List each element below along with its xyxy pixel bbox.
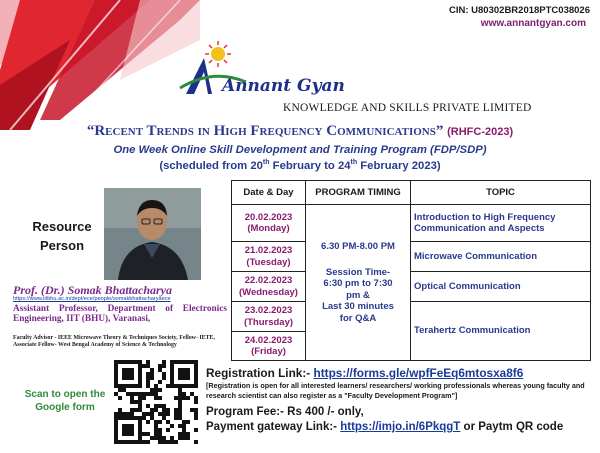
program-timing-cell: 6.30 PM-8.00 PM Session Time- 6:30 pm to 7:30 pm & Last 30 minutes for Q&A: [306, 205, 411, 361]
date-cell: 21.02.2023 (Tuesday): [232, 242, 306, 272]
website-link[interactable]: www.annantgyan.com: [480, 18, 586, 29]
event-schedule: (scheduled from 20th February to 24th February 2023): [159, 159, 441, 172]
speaker-photo: [104, 188, 201, 280]
registration-form-link[interactable]: https://forms.gle/wpfFeEq6mtosxa8f6: [313, 366, 524, 380]
header-date-day: Date & Day: [232, 181, 306, 205]
topic-cell: Terahertz Communication: [411, 302, 591, 361]
table-row: [232, 272, 591, 302]
speaker-profile-url[interactable]: https://www.iitbhu.ac.in/dept/ece/people/somakbhattacharyaece: [13, 296, 171, 302]
event-title-text: “Recent Trends in High Frequency Communications”: [86, 123, 444, 139]
payment-gateway-line: Payment gateway Link:- https://imjo.in/6PkqgT or Paytm QR code: [206, 421, 564, 433]
header-topic: TOPIC: [411, 181, 591, 205]
decorative-corner-graphic: [0, 0, 200, 130]
qr-code-label: Scan to open the Google form: [24, 389, 106, 413]
registration-note: [Registration is open for all interested learners/ researchers/ working professionals whereas young faculty and research scientist can also register as a "Faculty Development Program"]: [206, 381, 585, 400]
registration-qr-code[interactable]: [114, 360, 198, 444]
table-row: [232, 242, 591, 272]
table-row: [232, 205, 591, 242]
table-row: [232, 302, 591, 332]
topic-cell: Introduction to High Frequency Communication and Aspects: [411, 205, 591, 242]
speaker-affiliation: Faculty Advisor - IEEE Microwave Theory & Techniques Society, Fellow- IETE, Associate Fellow- West Bengal Academy of Science & Technology: [13, 335, 215, 349]
header-program-timing: PROGRAM TIMING: [306, 181, 411, 205]
table-header-row: [232, 181, 591, 205]
schedule-table: [231, 180, 591, 361]
date-cell: 24.02.2023 (Friday): [232, 332, 306, 361]
event-abbreviation: (RHFC-2023): [447, 126, 514, 138]
speaker-name: Prof. (Dr.) Somak Bhattacharya: [13, 283, 173, 297]
cin-number: CIN: U80302BR2018PTC038026: [449, 5, 590, 16]
date-cell: 22.02.2023 (Wednesday): [232, 272, 306, 302]
topic-cell: Microwave Communication: [411, 242, 591, 272]
date-cell: 23.02.2023 (Thursday): [232, 302, 306, 332]
registration-link-line: Registration Link:- https://forms.gle/wpfFeEq6mtosxa8f6: [206, 366, 524, 380]
brand-name: Annant Gyan: [222, 76, 345, 96]
payment-gateway-link[interactable]: https://imjo.in/6PkqgT: [340, 421, 461, 433]
speaker-designation: Assistant Professor, Department of Electronics Engineering, IIT (BHU), Varanasi,: [13, 304, 227, 324]
resource-person-label: Resource Person: [32, 219, 92, 253]
date-cell: 20.02.2023 (Monday): [232, 205, 306, 242]
company-name: KNOWLEDGE AND SKILLS PRIVATE LIMITED: [283, 102, 532, 114]
program-fee: Program Fee:- Rs 400 /- only,: [206, 406, 364, 418]
topic-cell: Optical Communication: [411, 272, 591, 302]
event-subtitle: One Week Online Skill Development and Training Program (FDP/SDP): [113, 144, 487, 156]
event-title: [0, 123, 600, 140]
